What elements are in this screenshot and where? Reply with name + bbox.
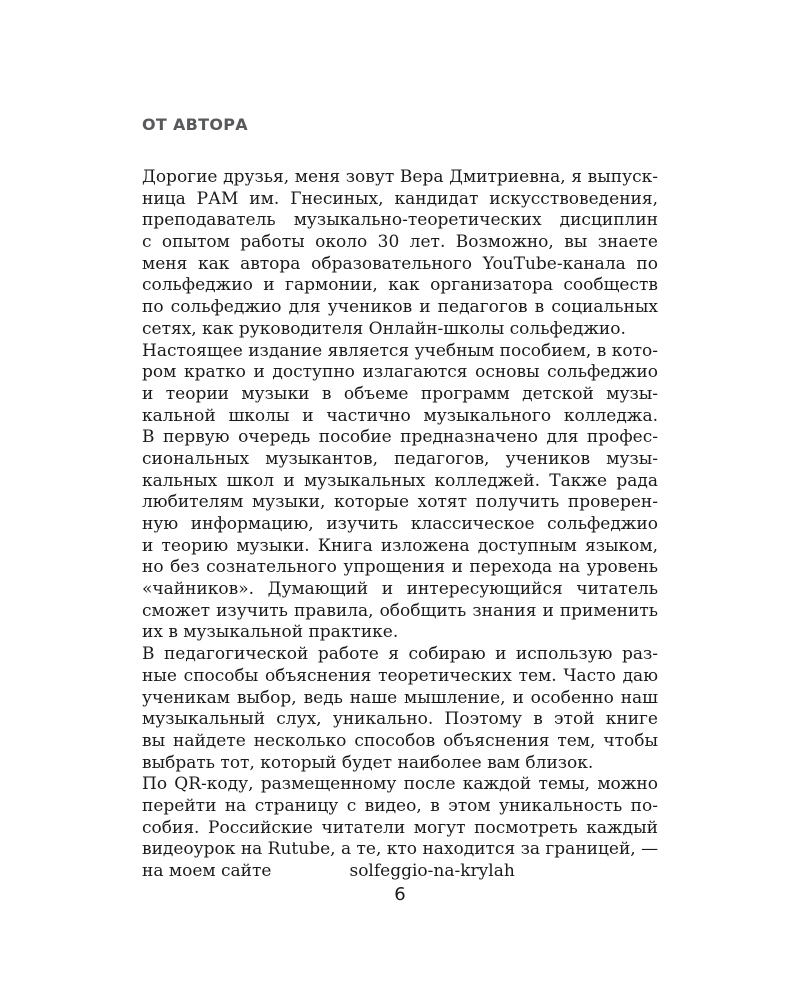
text-line: но без сознательного упрощения и перехода на уровень <box>142 557 658 578</box>
text-line: В педагогической работе я собираю и использую раз- <box>142 644 658 665</box>
website-name[interactable]: solfeggio-na-krylah <box>349 861 515 881</box>
text-line: «чайников». Думающий и интересующийся читатель <box>142 579 658 600</box>
text-line: кальных школ и музыкальных колледжей. Также рада <box>142 470 658 491</box>
text-line: сиональных музыкантов, педагогов, учеников музы- <box>142 448 658 469</box>
text-line: Дорогие друзья, меня зовут Вера Дмитриевна, я выпуск- <box>142 167 658 187</box>
text-line: ница РАМ им. Гнесиных, кандидат искусствоведения, <box>142 188 658 209</box>
text-line: преподаватель музыкально-теоретических дисциплин <box>142 210 658 231</box>
text-line: По QR-коду, размещенному после каждой темы, можно <box>142 774 658 795</box>
body-text <box>142 167 658 883</box>
text-line: собия. Российские читатели могут посмотреть каждый <box>142 817 658 838</box>
text-line: Настоящее издание является учебным пособием, в кото- <box>142 340 658 361</box>
text-line: сможет изучить правила, обобщить знания и применить <box>142 600 658 621</box>
section-heading: ОТ АВТОРА <box>142 115 248 134</box>
text-line: и теорию музыки. Книга изложена доступным языком, <box>142 535 658 556</box>
text-line: ную информацию, изучить классическое сольфеджио <box>142 514 658 534</box>
text-line: ученикам выбор, ведь наше мышление, и особенно наш <box>142 687 658 708</box>
page-number: 6 <box>394 884 406 905</box>
text-line: перейти на страницу с видео, в этом уникальность по- <box>142 795 658 816</box>
text-line: вы найдете несколько способов объяснения тем, чтобы <box>142 730 658 751</box>
final-line-start: на моем сайте <box>142 861 272 881</box>
text-line-final <box>142 861 658 883</box>
text-line: меня как автора образовательного YouTube-канала по <box>142 253 658 274</box>
text-line: ром кратко и доступно излагаются основы сольфеджио <box>142 362 658 383</box>
text-line: ные способы объяснения теоретических тем. Часто даю <box>142 665 658 686</box>
text-line: В первую очередь пособие предназначено для профес- <box>142 427 658 448</box>
text-line: сольфеджио и гармонии, как организатора сообществ <box>142 275 658 296</box>
text-line: видеоурок на Rutube, а те, кто находится за границей, — <box>142 839 658 860</box>
text-line: их в музыкальной практике. <box>142 622 399 643</box>
text-line: кальной школы и частично музыкального колледжа. <box>142 405 658 426</box>
text-line: и теории музыки в объеме программ детской музы- <box>142 383 658 404</box>
text-line: сетях, как руководителя Онлайн-школы сольфеджио. <box>142 318 626 339</box>
text-line: по сольфеджио для учеников и педагогов в социальных <box>142 297 658 318</box>
text-line: выбрать тот, который будет наиболее вам близок. <box>142 752 594 773</box>
text-line: любителям музыки, которые хотят получить проверен- <box>142 492 658 513</box>
text-line: музыкальный слух, уникально. Поэтому в этой книге <box>142 709 658 730</box>
text-line: с опытом работы около 30 лет. Возможно, вы знаете <box>142 232 658 253</box>
